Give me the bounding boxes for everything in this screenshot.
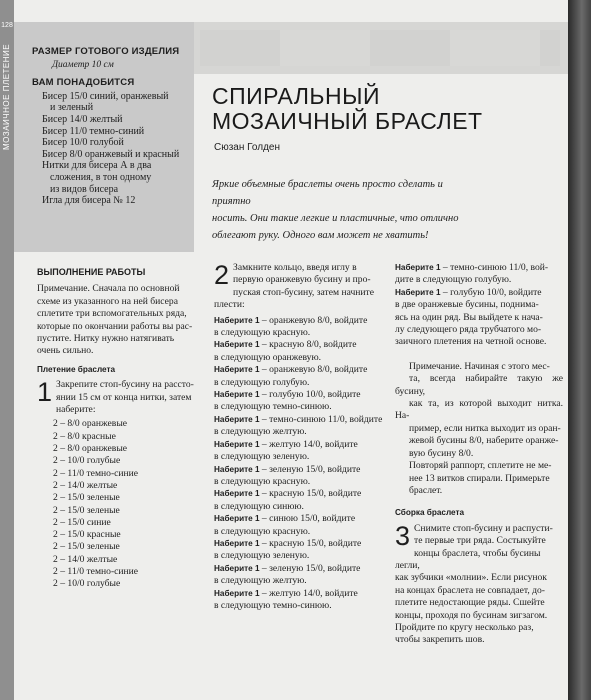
pattern-line xyxy=(214,588,384,600)
pattern-line xyxy=(214,389,384,401)
pattern-label: Наберите 1 xyxy=(214,340,260,350)
step-line: Закрепите стоп-бусину на рассто- xyxy=(56,379,194,391)
step-line: плести: xyxy=(214,299,245,311)
step-line: на концах браслета не совпадает, до- xyxy=(395,584,545,596)
pattern-line xyxy=(214,414,384,426)
bead-row: 2 – 11/0 темно-синие xyxy=(53,467,139,479)
pattern-line xyxy=(214,563,384,575)
step-line: пуская стоп-бусину, затем начните xyxy=(233,286,374,298)
pattern-line: в следующую желтую. xyxy=(214,575,307,587)
note-paragraph xyxy=(37,283,205,357)
pattern-label: Наберите 1 xyxy=(214,390,260,400)
pattern-line: в следующую красную. xyxy=(214,525,311,537)
material-item xyxy=(42,195,192,207)
title-line-2: МОЗАИЧНЫЙ БРАСЛЕТ xyxy=(212,108,483,134)
author-name: Сюзан Голден xyxy=(214,142,281,153)
bead-row: 2 – 15/0 зеленые xyxy=(53,492,120,504)
pattern-text: – оранжевую 8/0, войдите xyxy=(259,364,368,376)
column-3 xyxy=(395,262,563,647)
material-item xyxy=(42,114,192,126)
article-title xyxy=(212,84,483,134)
pattern-instruction xyxy=(214,464,384,489)
step-2 xyxy=(214,262,384,312)
pattern-instruction xyxy=(214,563,384,588)
pattern-label: Наберите 1 xyxy=(214,563,260,573)
pattern-line xyxy=(214,513,384,525)
material-line: и зеленый xyxy=(50,102,94,114)
pattern-line xyxy=(214,364,384,376)
pattern-instruction xyxy=(214,364,384,389)
size-heading: РАЗМЕР ГОТОВОГО ИЗДЕЛИЯ xyxy=(32,46,180,57)
bead-row: 2 – 10/0 голубые xyxy=(53,455,121,467)
repeat-line: Повторяй раппорт, сплетите не ме- xyxy=(409,460,552,472)
material-item xyxy=(42,160,192,195)
step-line: концы, проходя по бусинам зигзагом. xyxy=(395,609,548,621)
pattern-text: – красную 8/0, войдите xyxy=(259,339,357,351)
pattern-list xyxy=(214,315,384,613)
bead-row: 2 – 11/0 темно-синие xyxy=(53,566,139,578)
pattern-line: заичного плетения на четной основе. xyxy=(395,336,547,348)
pattern-line xyxy=(214,464,384,476)
repeat-paragraph xyxy=(395,460,563,497)
pattern-instruction xyxy=(214,538,384,563)
step-line: как зубчики «молнии». Если рисунок xyxy=(395,572,547,584)
note-line: жевой бусины 8/0, наберите оранже- xyxy=(409,435,559,447)
instructions-heading: ВЫПОЛНЕНИЕ РАБОТЫ xyxy=(37,267,146,277)
pattern-line xyxy=(214,315,384,327)
step-line: Замкните кольцо, введя иглу в xyxy=(233,262,357,273)
note-line: которые по окончании работы вы рас- xyxy=(37,320,193,332)
step-text xyxy=(395,520,563,647)
material-line: Игла для бисера № 12 xyxy=(42,195,136,207)
material-line: из видов бисера xyxy=(50,183,119,195)
pattern-line xyxy=(214,538,384,550)
header-band-texture xyxy=(200,30,560,66)
step-line: наберите: xyxy=(56,404,96,416)
bead-row: 2 – 14/0 желтые xyxy=(53,479,118,491)
pattern-line: в следующую желтую. xyxy=(214,426,307,438)
step-line: чтобы закрепить шов. xyxy=(395,634,485,646)
pattern-instruction xyxy=(214,513,384,538)
step-line: первую оранжевую бусину и про- xyxy=(233,274,371,286)
pattern-text: – красную 15/0, войдите xyxy=(259,488,362,500)
step-3 xyxy=(395,520,563,647)
note-line: та, всегда набирайте такую же бусину, xyxy=(395,373,563,397)
step-1 xyxy=(37,379,205,416)
pattern-line xyxy=(395,287,563,299)
material-line: Бисер 8/0 оранжевый и красный xyxy=(42,148,180,160)
pattern-text: – желтую 14/0, войдите xyxy=(259,438,358,450)
material-item xyxy=(42,126,192,138)
pattern-text: – зеленую 15/0, войдите xyxy=(259,463,361,475)
pattern-line: в следующую голубую. xyxy=(214,376,310,388)
pattern-text: – темно-синюю 11/0, войдите xyxy=(259,413,383,425)
chapter-label: МОЗАИЧНОЕ ПЛЕТЕНИЕ xyxy=(2,43,11,150)
pattern-instruction xyxy=(395,262,563,287)
pattern-line: в две оранжевые бусины, поднима- xyxy=(395,299,539,311)
pattern-label: Наберите 1 xyxy=(214,414,260,424)
pattern-instruction xyxy=(214,315,384,340)
pattern-line: в следующую зеленую. xyxy=(214,451,310,463)
note-line: Примечание. Сначала по основной xyxy=(37,283,180,295)
pattern-line: лу следующего ряда трубчатого мо- xyxy=(395,324,542,336)
column-1 xyxy=(37,262,205,591)
pattern-list xyxy=(395,262,563,349)
pattern-instruction xyxy=(214,414,384,439)
bead-row: 2 – 14/0 желтые xyxy=(53,553,118,565)
pattern-label: Наберите 1 xyxy=(214,538,260,548)
materials-heading: ВАМ ПОНАДОБИТСЯ xyxy=(32,77,135,89)
step-number: 2 xyxy=(214,260,230,290)
pattern-line: ясь на один ряд. Вы выйдете к нача- xyxy=(395,311,543,323)
bead-row-list xyxy=(37,418,205,590)
pattern-instruction xyxy=(214,488,384,513)
material-line: сложения, в тон одному xyxy=(50,171,152,183)
pattern-instruction xyxy=(214,439,384,464)
note-line: очень сильно. xyxy=(37,345,94,357)
pattern-instruction xyxy=(214,339,384,364)
step-number: 3 xyxy=(395,520,411,551)
column-2 xyxy=(214,262,384,612)
step-text xyxy=(37,379,205,416)
pattern-line: дите в следующую голубую. xyxy=(395,274,512,286)
step-line: Пройдите по кругу несколько раз, xyxy=(395,621,534,633)
material-line: Нитки для бисера А в два xyxy=(42,160,152,172)
assembly-subheading: Сборка браслета xyxy=(395,508,465,518)
material-item xyxy=(42,91,192,114)
step-line: янии 15 см от конца нитки, затем xyxy=(56,391,192,403)
pattern-line xyxy=(214,339,384,351)
pattern-instruction xyxy=(214,588,384,613)
note-line: вую бусину 8/0. xyxy=(409,447,474,459)
pattern-line: в следующую темно-синюю. xyxy=(214,401,332,413)
pattern-line: в следующую красную. xyxy=(214,475,311,487)
material-item xyxy=(42,137,192,149)
material-item xyxy=(42,149,192,161)
book-spine xyxy=(568,0,591,700)
pattern-instruction xyxy=(395,287,563,349)
title-line-1: СПИРАЛЬНЫЙ xyxy=(212,83,381,109)
intro-line: носить. Они такие легкие и пластичные, что отлично xyxy=(212,213,459,224)
diameter-text: Диаметр 10 см xyxy=(52,59,114,70)
pattern-text: – зеленую 15/0, войдите xyxy=(259,562,361,574)
pattern-text: – голубую 10/0, войдите xyxy=(440,286,542,298)
step-line: концы браслета, чтобы бусины легли, xyxy=(395,547,541,571)
step-line: Снимите стоп-бусину и распусти- xyxy=(414,522,553,534)
pattern-label: Наберите 1 xyxy=(214,588,260,598)
material-line: Бисер 15/0 синий, оранжевый xyxy=(42,90,169,102)
bead-row: 2 – 15/0 зеленые xyxy=(53,504,120,516)
pattern-label: Наберите 1 xyxy=(214,439,260,449)
pattern-label: Наберите 1 xyxy=(214,464,260,474)
pattern-line: в следующую синюю. xyxy=(214,500,304,512)
step-number: 1 xyxy=(37,377,53,408)
pattern-text: – голубую 10/0, войдите xyxy=(259,389,361,401)
repeat-line: браслет. xyxy=(409,484,443,496)
pattern-line xyxy=(395,262,563,274)
weaving-subheading: Плетение браслета xyxy=(37,364,116,374)
bead-row: 2 – 8/0 оранжевые xyxy=(53,418,128,430)
pattern-text: – темно-синюю 11/0, вой- xyxy=(440,262,549,273)
intro-paragraph xyxy=(212,176,482,244)
note-line: как та, из которой выходит нитка. На- xyxy=(395,398,563,422)
note-line: Примечание. Начиная с этого мес- xyxy=(409,360,550,372)
pattern-label: Наберите 1 xyxy=(214,365,260,375)
pattern-text: – красную 15/0, войдите xyxy=(259,537,362,549)
pattern-label: Наберите 1 xyxy=(214,315,260,325)
bead-row: 2 – 15/0 зеленые xyxy=(53,541,120,553)
pattern-text: – желтую 14/0, войдите xyxy=(259,587,358,599)
pattern-label: Наберите 1 xyxy=(214,514,260,524)
pattern-text: – синюю 15/0, войдите xyxy=(259,513,356,525)
pattern-label: Наберите 1 xyxy=(395,263,441,272)
pattern-line: в следующую оранжевую. xyxy=(214,351,322,363)
step-text xyxy=(214,262,384,312)
materials-list xyxy=(32,91,192,207)
step-line: те первые три ряда. Состыкуйте xyxy=(414,535,546,547)
bead-row: 2 – 15/0 синие xyxy=(53,516,111,528)
material-line: Бисер 10/0 голубой xyxy=(42,137,124,149)
pattern-line xyxy=(214,439,384,451)
intro-line: облегают руку. Одного вам может не хватить! xyxy=(212,230,429,241)
note-line: сплетите три вспомогательных ряда, xyxy=(37,308,187,320)
page-number: 128 xyxy=(1,22,13,29)
specs-panel xyxy=(32,46,192,207)
pattern-line xyxy=(214,488,384,500)
pattern-line: в следующую красную. xyxy=(214,327,311,339)
pattern-line: в следующую зеленую. xyxy=(214,550,310,562)
pattern-label: Наберите 1 xyxy=(214,489,260,499)
material-line: Бисер 14/0 желтый xyxy=(42,113,123,125)
pattern-label: Наберите 1 xyxy=(395,287,441,297)
bead-row: 2 – 8/0 оранжевые xyxy=(53,443,128,455)
note-line: пустите. Нитку нужно натягивать xyxy=(37,333,175,345)
note-paragraph xyxy=(395,361,563,460)
bead-row: 2 – 8/0 красные xyxy=(53,430,116,442)
pattern-line: в следующую темно-синюю. xyxy=(214,599,332,611)
pattern-instruction xyxy=(214,389,384,414)
step-line: плетите недостающие ряды. Сшейте xyxy=(395,597,545,609)
bead-row: 2 – 15/0 красные xyxy=(53,529,121,541)
note-line: схеме из указанного на ней бисера xyxy=(37,295,178,307)
note-line: пример, если нитка выходит из оран- xyxy=(409,422,561,434)
material-line: Бисер 11/0 темно-синий xyxy=(42,125,145,137)
repeat-line: нее 13 витков спирали. Примерьте xyxy=(409,472,550,484)
bead-row: 2 – 10/0 голубые xyxy=(53,578,121,590)
intro-line: Яркие объемные браслеты очень просто сделать и приятно xyxy=(212,179,443,207)
pattern-text: – оранжевую 8/0, войдите xyxy=(259,314,368,326)
